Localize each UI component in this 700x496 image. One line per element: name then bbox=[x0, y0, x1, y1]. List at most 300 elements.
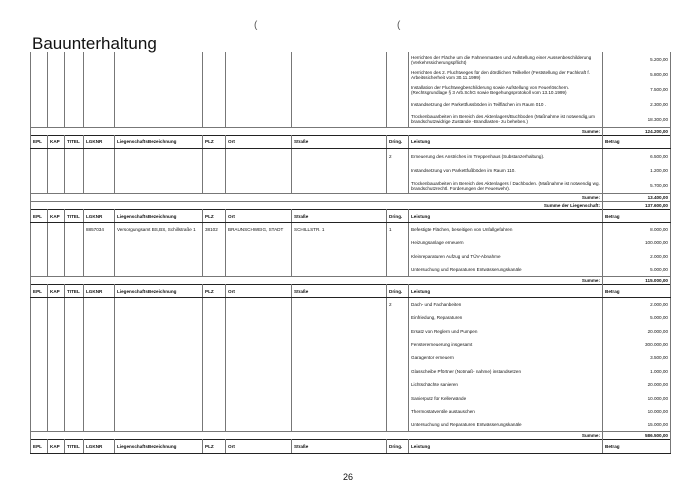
cell-lgknr bbox=[84, 236, 115, 249]
cell-epl bbox=[31, 52, 48, 67]
cell-leistung: Trockenbauarbeiten im Bereich des Aktenlagers / Dachboden. (Maßnahme ist notwendig wg. brandschutzrechtl. Forderungen der Feuerwehr). bbox=[409, 178, 603, 193]
cell-plz bbox=[203, 338, 226, 351]
header-dring: Dring. bbox=[387, 440, 409, 453]
cell-dring bbox=[387, 365, 409, 378]
cell-liegenschaft bbox=[115, 298, 203, 311]
cell-ort bbox=[226, 263, 292, 276]
table-row bbox=[31, 405, 671, 418]
cell-plz bbox=[203, 405, 226, 418]
cell-titel bbox=[65, 311, 84, 324]
header-leistung: Leistung bbox=[409, 135, 603, 148]
header-row bbox=[31, 209, 671, 222]
cell-dring bbox=[387, 163, 409, 178]
cell-lgknr bbox=[84, 250, 115, 263]
cell-strasse bbox=[292, 82, 387, 97]
cell-leistung: Installation der Fluchtwegbeschilderung sowie Aufstellung von Feuerlöschern. (Rechtsgrundlage § 3 Arb.SchG sowie Begehungsprotokoll vom 13.10.1999) bbox=[409, 82, 603, 97]
sum-label: Summe: bbox=[31, 432, 603, 440]
page-number: 26 bbox=[343, 472, 354, 482]
cell-dring: 1 bbox=[387, 223, 409, 236]
table-row bbox=[31, 52, 671, 67]
cell-betrag: 1.200,00 bbox=[603, 163, 671, 178]
cell-lgknr bbox=[84, 378, 115, 391]
cell-titel bbox=[65, 378, 84, 391]
cell-strasse bbox=[292, 365, 387, 378]
table-row bbox=[31, 236, 671, 249]
cell-plz bbox=[203, 178, 226, 193]
cell-ort bbox=[226, 351, 292, 364]
cell-titel bbox=[65, 263, 84, 276]
cell-leistung: Ersatz von Reglern und Pumpen bbox=[409, 325, 603, 338]
cell-strasse bbox=[292, 97, 387, 112]
cell-kap bbox=[48, 365, 65, 378]
cell-betrag: 5.000,00 bbox=[603, 311, 671, 324]
header-dring: Dring. bbox=[387, 209, 409, 222]
header-dring: Dring. bbox=[387, 284, 409, 297]
cell-strasse bbox=[292, 112, 387, 127]
cell-strasse bbox=[292, 148, 387, 163]
header-betrag: Betrag bbox=[603, 440, 671, 453]
cell-ort bbox=[226, 82, 292, 97]
cell-strasse bbox=[292, 311, 387, 324]
cell-betrag: 20.000,00 bbox=[603, 378, 671, 391]
cell-lgknr bbox=[84, 163, 115, 178]
cell-lgknr bbox=[84, 338, 115, 351]
cell-kap bbox=[48, 148, 65, 163]
header-kap: KAP bbox=[48, 209, 65, 222]
cell-epl bbox=[31, 112, 48, 127]
cell-dring bbox=[387, 236, 409, 249]
cell-strasse bbox=[292, 263, 387, 276]
cell-dring bbox=[387, 250, 409, 263]
cell-betrag: 1.000,00 bbox=[603, 365, 671, 378]
cell-dring bbox=[387, 325, 409, 338]
cell-dring bbox=[387, 178, 409, 193]
cell-lgknr bbox=[84, 311, 115, 324]
cell-ort bbox=[226, 298, 292, 311]
cell-epl bbox=[31, 351, 48, 364]
header-lgknr: LGKNR bbox=[84, 209, 115, 222]
table-row bbox=[31, 391, 671, 404]
cell-betrag: 10.000,00 bbox=[603, 405, 671, 418]
cell-lgknr bbox=[84, 112, 115, 127]
cell-leistung: Befestigte Flächen, beseitigen von Unfallgefahren bbox=[409, 223, 603, 236]
cell-leistung: Untersuchung und Reparaturen Entwässerungskanäle bbox=[409, 263, 603, 276]
header-epl: EPL bbox=[31, 440, 48, 453]
cell-leistung: Herrichten des 2. Fluchtweges für den dördlichen Teilkeller (Feststellung der Fachkraft f. Arbeitssicherheit vom 30.11.1999) bbox=[409, 67, 603, 82]
cell-titel bbox=[65, 223, 84, 236]
table-row bbox=[31, 148, 671, 163]
cell-dring bbox=[387, 391, 409, 404]
cell-liegenschaft bbox=[115, 163, 203, 178]
cell-leistung: Kleinreparaturen Aufzug und TÜV-Abnahme bbox=[409, 250, 603, 263]
cell-liegenschaft bbox=[115, 67, 203, 82]
cell-dring bbox=[387, 82, 409, 97]
cell-betrag: 18.300,00 bbox=[603, 112, 671, 127]
sum-value: 137.600,00 bbox=[603, 201, 671, 209]
cell-liegenschaft bbox=[115, 82, 203, 97]
header-epl: EPL bbox=[31, 209, 48, 222]
header-titel: TITEL bbox=[65, 440, 84, 453]
cell-dring bbox=[387, 263, 409, 276]
cell-strasse bbox=[292, 405, 387, 418]
cell-liegenschaft bbox=[115, 263, 203, 276]
cell-leistung: Einfriedung, Reparaturen bbox=[409, 311, 603, 324]
cell-epl bbox=[31, 378, 48, 391]
cell-kap bbox=[48, 418, 65, 431]
cell-strasse bbox=[292, 391, 387, 404]
cell-ort bbox=[226, 148, 292, 163]
cell-strasse bbox=[292, 52, 387, 67]
table-row bbox=[31, 67, 671, 82]
cell-leistung: Herrichten der Fläche um die Fahnenmasten und Aufstellung einer Aussenbeschilderung (Verkehrssicherungspflicht) bbox=[409, 52, 603, 67]
table-row bbox=[31, 311, 671, 324]
cell-strasse bbox=[292, 418, 387, 431]
cell-liegenschaft bbox=[115, 178, 203, 193]
cell-epl bbox=[31, 418, 48, 431]
cell-titel bbox=[65, 325, 84, 338]
cell-lgknr: 8857034 bbox=[84, 223, 115, 236]
cell-epl bbox=[31, 298, 48, 311]
cell-epl bbox=[31, 236, 48, 249]
cell-liegenschaft bbox=[115, 418, 203, 431]
cell-leistung: Erneuerung des Anstriches im Treppenhaus (Substanzerhaltung). bbox=[409, 148, 603, 163]
cell-lgknr bbox=[84, 148, 115, 163]
cell-liegenschaft bbox=[115, 405, 203, 418]
header-epl: EPL bbox=[31, 284, 48, 297]
header-ort: Ort bbox=[226, 209, 292, 222]
table-row bbox=[31, 298, 671, 311]
cell-titel bbox=[65, 298, 84, 311]
cell-epl bbox=[31, 405, 48, 418]
sum-label: Summe der Liegenschaft: bbox=[31, 201, 603, 209]
cell-ort bbox=[226, 378, 292, 391]
cell-epl bbox=[31, 67, 48, 82]
table-row bbox=[31, 112, 671, 127]
cell-betrag: 2.300,00 bbox=[603, 97, 671, 112]
sum-row bbox=[31, 193, 671, 201]
cell-lgknr bbox=[84, 82, 115, 97]
cell-titel bbox=[65, 391, 84, 404]
cell-kap bbox=[48, 405, 65, 418]
table-row bbox=[31, 365, 671, 378]
cell-liegenschaft: Versorgungsamt BS,BS, Schillstraße 1 bbox=[115, 223, 203, 236]
cell-dring bbox=[387, 67, 409, 82]
cell-epl bbox=[31, 178, 48, 193]
cell-kap bbox=[48, 311, 65, 324]
cell-titel bbox=[65, 67, 84, 82]
cell-strasse bbox=[292, 378, 387, 391]
page-title: Bauunterhaltung bbox=[32, 34, 157, 53]
table-row bbox=[31, 82, 671, 97]
cell-strasse: SCHILLSTR. 1 bbox=[292, 223, 387, 236]
cell-plz bbox=[203, 82, 226, 97]
sum-label: Summe: bbox=[31, 127, 603, 135]
header-leistung: Leistung bbox=[409, 209, 603, 222]
corner-mark: ( bbox=[397, 20, 401, 31]
sum-label: Summe: bbox=[31, 276, 603, 284]
cell-liegenschaft bbox=[115, 97, 203, 112]
corner-mark: ( bbox=[254, 20, 258, 31]
cell-leistung: Fenstererneuerung insgesamt bbox=[409, 338, 603, 351]
cell-ort bbox=[226, 391, 292, 404]
cell-kap bbox=[48, 250, 65, 263]
cell-betrag: 10.000,00 bbox=[603, 391, 671, 404]
cell-leistung: Garagentor erneuern bbox=[409, 351, 603, 364]
cell-epl bbox=[31, 148, 48, 163]
cell-titel bbox=[65, 405, 84, 418]
cell-epl bbox=[31, 223, 48, 236]
cell-ort bbox=[226, 311, 292, 324]
cell-plz bbox=[203, 391, 226, 404]
header-titel: TITEL bbox=[65, 284, 84, 297]
cell-plz bbox=[203, 67, 226, 82]
sum-value: 115.000,00 bbox=[603, 276, 671, 284]
cell-dring bbox=[387, 351, 409, 364]
cell-leistung: Sanierputz für Kellerwände bbox=[409, 391, 603, 404]
cell-ort bbox=[226, 325, 292, 338]
cell-titel bbox=[65, 351, 84, 364]
cell-plz bbox=[203, 163, 226, 178]
table-row bbox=[31, 378, 671, 391]
cell-ort bbox=[226, 178, 292, 193]
cell-lgknr bbox=[84, 351, 115, 364]
cell-titel bbox=[65, 82, 84, 97]
cell-kap bbox=[48, 223, 65, 236]
cell-betrag: 5.000,00 bbox=[603, 263, 671, 276]
cell-ort: BRAUNSCHWEIG, STADT bbox=[226, 223, 292, 236]
header-plz: PLZ bbox=[203, 440, 226, 453]
header-liegenschaft: LiegenschaftsBezeichnung bbox=[115, 135, 203, 148]
cell-lgknr bbox=[84, 391, 115, 404]
cell-liegenschaft bbox=[115, 148, 203, 163]
header-leistung: Leistung bbox=[409, 440, 603, 453]
table-row bbox=[31, 325, 671, 338]
cell-titel bbox=[65, 250, 84, 263]
cell-titel bbox=[65, 178, 84, 193]
cell-liegenschaft bbox=[115, 52, 203, 67]
header-row bbox=[31, 440, 671, 453]
table-row bbox=[31, 163, 671, 178]
cell-plz bbox=[203, 250, 226, 263]
header-plz: PLZ bbox=[203, 209, 226, 222]
table-row bbox=[31, 351, 671, 364]
cell-kap bbox=[48, 325, 65, 338]
cell-lgknr bbox=[84, 405, 115, 418]
cell-plz bbox=[203, 351, 226, 364]
sum-value: 586.500,00 bbox=[603, 432, 671, 440]
cell-dring bbox=[387, 52, 409, 67]
table-row bbox=[31, 250, 671, 263]
cell-betrag: 8.000,00 bbox=[603, 223, 671, 236]
header-leistung: Leistung bbox=[409, 284, 603, 297]
header-kap: KAP bbox=[48, 135, 65, 148]
table-row bbox=[31, 338, 671, 351]
cell-ort bbox=[226, 52, 292, 67]
cell-dring bbox=[387, 378, 409, 391]
cell-kap bbox=[48, 298, 65, 311]
cell-lgknr bbox=[84, 52, 115, 67]
cell-kap bbox=[48, 351, 65, 364]
cell-titel bbox=[65, 52, 84, 67]
cell-liegenschaft bbox=[115, 325, 203, 338]
table-row bbox=[31, 97, 671, 112]
cell-plz bbox=[203, 365, 226, 378]
header-strasse: Straße bbox=[292, 440, 387, 453]
cell-liegenschaft bbox=[115, 311, 203, 324]
cell-titel bbox=[65, 418, 84, 431]
cell-kap bbox=[48, 52, 65, 67]
table-row bbox=[31, 418, 671, 431]
header-liegenschaft: LiegenschaftsBezeichnung bbox=[115, 284, 203, 297]
cell-plz bbox=[203, 325, 226, 338]
table-body bbox=[31, 52, 671, 453]
cell-epl bbox=[31, 163, 48, 178]
cell-betrag: 5.800,00 bbox=[603, 67, 671, 82]
cell-dring bbox=[387, 418, 409, 431]
cell-kap bbox=[48, 178, 65, 193]
cell-strasse bbox=[292, 250, 387, 263]
cell-epl bbox=[31, 97, 48, 112]
cell-plz bbox=[203, 263, 226, 276]
cell-epl bbox=[31, 250, 48, 263]
cell-lgknr bbox=[84, 325, 115, 338]
cell-betrag: 300.000,00 bbox=[603, 338, 671, 351]
header-plz: PLZ bbox=[203, 135, 226, 148]
header-betrag: Betrag bbox=[603, 209, 671, 222]
cell-plz bbox=[203, 148, 226, 163]
cell-epl bbox=[31, 263, 48, 276]
cell-epl bbox=[31, 82, 48, 97]
cell-kap bbox=[48, 67, 65, 82]
cell-leistung: Glasscheibe Pförtner (Notmaß- nahme) instandsetzen bbox=[409, 365, 603, 378]
cell-kap bbox=[48, 82, 65, 97]
cell-leistung: Lichtschächte sanieren bbox=[409, 378, 603, 391]
cell-strasse bbox=[292, 67, 387, 82]
cell-lgknr bbox=[84, 418, 115, 431]
cell-lgknr bbox=[84, 97, 115, 112]
cell-ort bbox=[226, 236, 292, 249]
cell-plz bbox=[203, 52, 226, 67]
cell-lgknr bbox=[84, 67, 115, 82]
cell-betrag: 7.500,00 bbox=[603, 82, 671, 97]
cell-strasse bbox=[292, 178, 387, 193]
cell-kap bbox=[48, 378, 65, 391]
cell-leistung: Thermostatventile austauschen bbox=[409, 405, 603, 418]
header-kap: KAP bbox=[48, 440, 65, 453]
cell-plz bbox=[203, 236, 226, 249]
cell-strasse bbox=[292, 351, 387, 364]
cell-ort bbox=[226, 67, 292, 82]
header-ort: Ort bbox=[226, 440, 292, 453]
sum-label: Summe: bbox=[31, 193, 603, 201]
cell-titel bbox=[65, 97, 84, 112]
cell-kap bbox=[48, 236, 65, 249]
cell-plz bbox=[203, 418, 226, 431]
header-liegenschaft: LiegenschaftsBezeichnung bbox=[115, 209, 203, 222]
cell-liegenschaft bbox=[115, 338, 203, 351]
cell-ort bbox=[226, 250, 292, 263]
cell-lgknr bbox=[84, 365, 115, 378]
table-row bbox=[31, 178, 671, 193]
cell-liegenschaft bbox=[115, 112, 203, 127]
sum-row bbox=[31, 201, 671, 209]
cell-betrag: 2.000,00 bbox=[603, 250, 671, 263]
cell-dring bbox=[387, 338, 409, 351]
header-betrag: Betrag bbox=[603, 135, 671, 148]
table-row bbox=[31, 263, 671, 276]
header-lgknr: LGKNR bbox=[84, 284, 115, 297]
cell-kap bbox=[48, 97, 65, 112]
cell-ort bbox=[226, 112, 292, 127]
cell-lgknr bbox=[84, 263, 115, 276]
cell-strasse bbox=[292, 325, 387, 338]
header-betrag: Betrag bbox=[603, 284, 671, 297]
header-kap: KAP bbox=[48, 284, 65, 297]
cell-lgknr bbox=[84, 178, 115, 193]
cell-liegenschaft bbox=[115, 378, 203, 391]
cell-epl bbox=[31, 338, 48, 351]
cell-titel bbox=[65, 338, 84, 351]
budget-table bbox=[30, 52, 671, 454]
header-titel: TITEL bbox=[65, 135, 84, 148]
sum-row bbox=[31, 276, 671, 284]
cell-plz: 38102 bbox=[203, 223, 226, 236]
cell-lgknr bbox=[84, 298, 115, 311]
cell-kap bbox=[48, 163, 65, 178]
header-liegenschaft: LiegenschaftsBezeichnung bbox=[115, 440, 203, 453]
cell-epl bbox=[31, 365, 48, 378]
cell-strasse bbox=[292, 298, 387, 311]
cell-liegenschaft bbox=[115, 365, 203, 378]
cell-epl bbox=[31, 325, 48, 338]
header-plz: PLZ bbox=[203, 284, 226, 297]
cell-leistung: Trockenbauarbeiten im Bereich des Aktenlagers/Buchboden (Maßnahme ist notwendig,um brandschutzwidrige Zustände -Brandlasten- zu beheben.) bbox=[409, 112, 603, 127]
cell-ort bbox=[226, 418, 292, 431]
table-row bbox=[31, 223, 671, 236]
cell-leistung: Instandsetzung von Parkettfußböden im Raum 110. bbox=[409, 163, 603, 178]
cell-betrag: 100.000,00 bbox=[603, 236, 671, 249]
header-epl: EPL bbox=[31, 135, 48, 148]
cell-ort bbox=[226, 338, 292, 351]
cell-leistung: Instandsetzung der Parkettfussböden in Teilflächen im Raum 010 . bbox=[409, 97, 603, 112]
header-strasse: Straße bbox=[292, 284, 387, 297]
sum-value: 124.200,00 bbox=[603, 127, 671, 135]
cell-plz bbox=[203, 97, 226, 112]
cell-betrag: 20.000,00 bbox=[603, 325, 671, 338]
cell-ort bbox=[226, 163, 292, 178]
cell-strasse bbox=[292, 236, 387, 249]
header-dring: Dring. bbox=[387, 135, 409, 148]
cell-plz bbox=[203, 311, 226, 324]
cell-betrag: 5.700,00 bbox=[603, 178, 671, 193]
cell-leistung: Untersuchung und Reparaturen Entwässerungskanäle bbox=[409, 418, 603, 431]
cell-ort bbox=[226, 365, 292, 378]
cell-titel bbox=[65, 148, 84, 163]
cell-dring bbox=[387, 405, 409, 418]
cell-titel bbox=[65, 163, 84, 178]
cell-dring: 2 bbox=[387, 298, 409, 311]
header-lgknr: LGKNR bbox=[84, 135, 115, 148]
cell-titel bbox=[65, 236, 84, 249]
header-row bbox=[31, 135, 671, 148]
cell-leistung: Heizungsanlage erneuern bbox=[409, 236, 603, 249]
cell-strasse bbox=[292, 338, 387, 351]
sum-row bbox=[31, 432, 671, 440]
header-lgknr: LGKNR bbox=[84, 440, 115, 453]
header-titel: TITEL bbox=[65, 209, 84, 222]
cell-dring bbox=[387, 97, 409, 112]
header-strasse: Straße bbox=[292, 135, 387, 148]
